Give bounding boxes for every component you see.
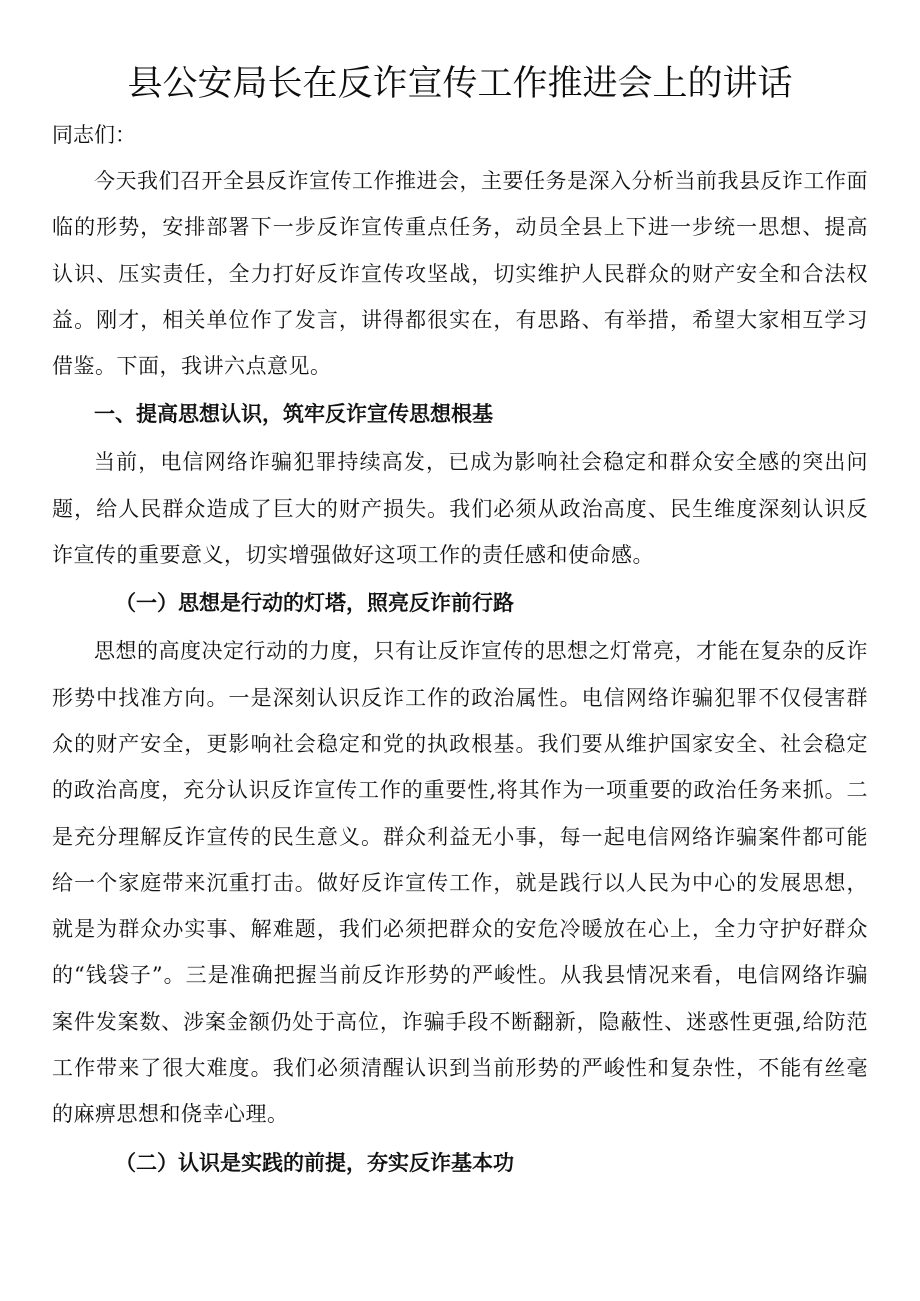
intro-paragraph: 今天我们召开全县反诈宣传工作推进会，主要任务是深入分析当前我县反诈工作面临的形势，安排部署下一步反诈宣传重点任务，动员全县上下进一步统一思想、提高认识、压实责任，全力打好反诈宣传攻坚战，切实维护人民群众的财产安全和合法权益。刚才，相关单位作了发言，讲得都很实在，有思路、有举措，希望大家相互学习借鉴。下面，我讲六点意见。 xyxy=(52,169,868,379)
salutation: 同志们： xyxy=(52,123,136,147)
document-title: 县公安局长在反诈宣传工作推进会上的讲话 xyxy=(127,64,793,104)
subsection-1-paragraph: 思想的高度决定行动的力度，只有让反诈宣传的思想之灯常亮，才能在复杂的反诈形势中找准方向。一是深刻认识反诈工作的政治属性。电信网络诈骗犯罪不仅侵害群众的财产安全，更影响社会稳定和党的执政根基。我们要从维护国家安全、社会稳定的政治高度，充分认识反诈宣传工作的重要性,将其作为一项重要的政治任务来抓。二是充分理解反诈宣传的民生意义。群众利益无小事，每一起电信网络诈骗案件都可能给一个家庭带来沉重打击。做好反诈宣传工作，就是践行以人民为中心的发展思想，就是为群众办实事、解难题，我们必须把群众的安危冷暖放在心上，全力守护好群众的“钱袋子”。三是准确把握当前反诈形势的严峻性。从我县情况来看，电信网络诈骗案件发案数、涉案金额仍处于高位，诈骗手段不断翻新，隐蔽性、迷惑性更强,给防范工作带来了很大难度。我们必须清醒认识到当前形势的严峻性和复杂性，不能有丝毫的麻痹思想和侥幸心理。 xyxy=(52,639,868,1127)
subsection-heading-1: （一）思想是行动的灯塔，照亮反诈前行路 xyxy=(115,591,514,616)
section-heading-1: 一、提高思想认识，筑牢反诈宣传思想根基 xyxy=(94,402,493,427)
subsection-heading-2: （二）认识是实践的前提，夯实反诈基本功 xyxy=(115,1150,514,1175)
section-1-paragraph: 当前，电信网络诈骗犯罪持续高发，已成为影响社会稳定和群众安全感的突出问题，给人民群众造成了巨大的财产损失。我们必须从政治高度、民生维度深刻认识反诈宣传的重要意义，切实增强做好这项工作的责任感和使命感。 xyxy=(52,450,868,568)
